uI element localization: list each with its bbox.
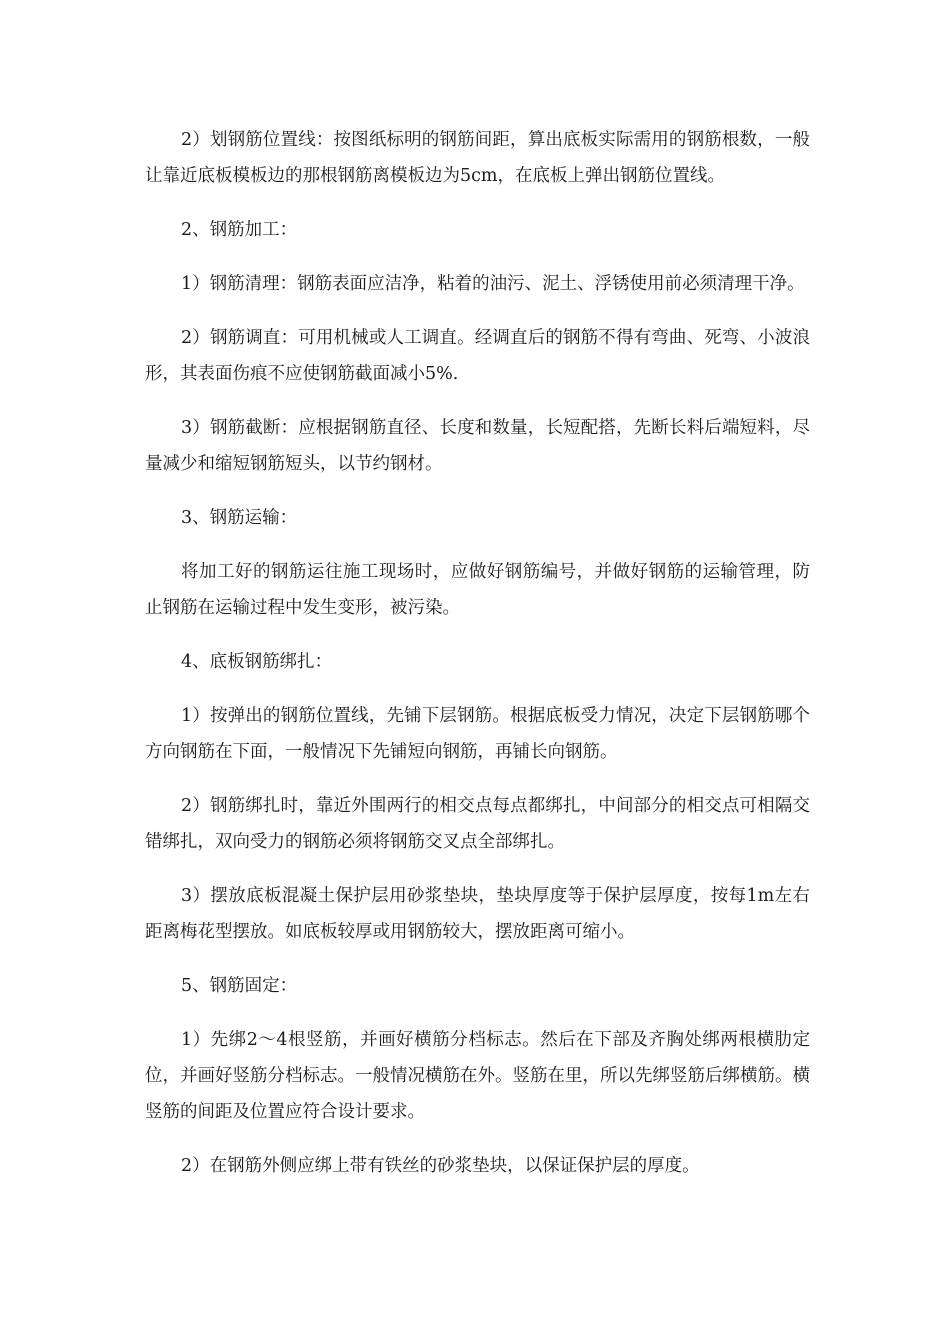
paragraph-mortar-spacers: 3）摆放底板混凝土保护层用砂浆垫块，垫块厚度等于保护层厚度，按每1m左右距离梅花型摆放。如底板较厚或用钢筋较大，摆放距离可缩小。: [145, 886, 810, 942]
paragraph-rebar-straightening: 2）钢筋调直：可用机械或人工调直。经调直后的钢筋不得有弯曲、死弯、小波浪形，其表面伤痕不应使钢筋截面减小5%.: [145, 328, 810, 384]
paragraph-lay-lower-rebar: 1）按弹出的钢筋位置线，先铺下层钢筋。根据底板受力情况，决定下层钢筋哪个方向钢筋在下面，一般情况下先铺短向钢筋，再铺长向钢筋。: [145, 706, 810, 762]
paragraph-rebar-cutting: 3）钢筋截断：应根据钢筋直径、长度和数量，长短配搭，先断长料后端短料，尽量减少和缩短钢筋短头，以节约钢材。: [145, 418, 810, 474]
section-heading-bottom-slab-tying: 4、底板钢筋绑扎：: [181, 652, 333, 672]
paragraph-mark-position-lines: 2）划钢筋位置线：按图纸标明的钢筋间距，算出底板实际需用的钢筋根数，一般让靠近底板模板边的那根钢筋离模板边为5cm，在底板上弹出钢筋位置线。: [145, 130, 810, 186]
section-heading-rebar-processing: 2、钢筋加工：: [181, 220, 298, 240]
paragraph-outer-spacers: 2）在钢筋外侧应绑上带有铁丝的砂浆垫块，以保证保护层的厚度。: [181, 1156, 700, 1176]
paragraph-rebar-cleaning: 1）钢筋清理：钢筋表面应洁净，粘着的油污、泥土、浮锈使用前必须清理干净。: [181, 274, 805, 294]
paragraph-transport-details: 将加工好的钢筋运往施工现场时，应做好钢筋编号，并做好钢筋的运输管理，防止钢筋在运输过程中发生变形，被污染。: [145, 562, 810, 618]
paragraph-vertical-horizontal-bars: 1）先绑2～4根竖筋，并画好横筋分档标志。然后在下部及齐胸处绑两根横肋定位，并画好竖筋分档标志。一般情况横筋在外。竖筋在里，所以先绑竖筋后绑横筋。横竖筋的间距及位置应符合设计要求。: [145, 1030, 810, 1122]
section-heading-rebar-transport: 3、钢筋运输：: [181, 508, 298, 528]
paragraph-tying-rules: 2）钢筋绑扎时，靠近外围两行的相交点每点都绑扎，中间部分的相交点可相隔交错绑扎，双向受力的钢筋必须将钢筋交叉点全部绑扎。: [145, 796, 810, 852]
section-heading-rebar-fixing: 5、钢筋固定：: [181, 976, 298, 996]
document-body: [145, 122, 810, 1202]
